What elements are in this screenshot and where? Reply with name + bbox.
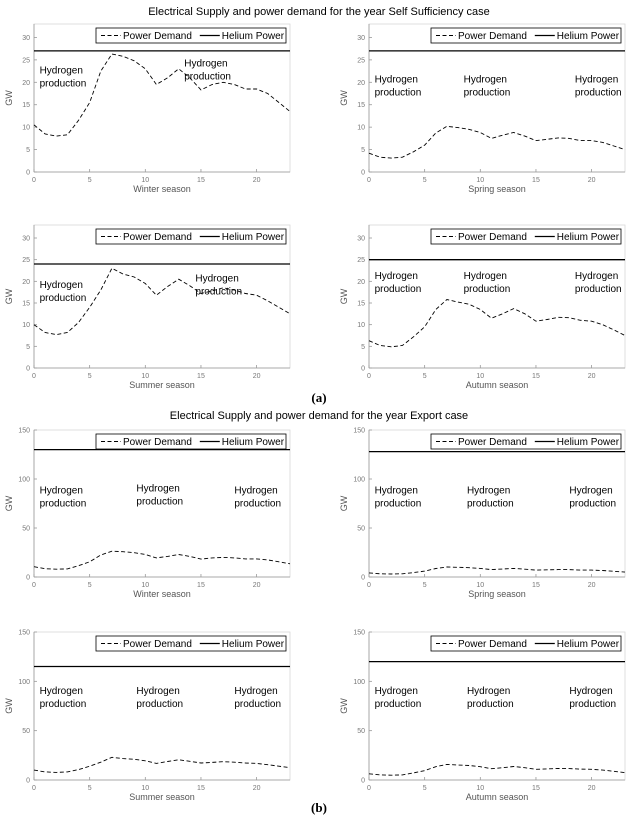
- annotation-line: Hydrogen: [39, 279, 83, 291]
- annotation-line: Hydrogen: [39, 485, 83, 497]
- annotation-hydrogen-production: [569, 486, 616, 510]
- x-tick-label: 10: [476, 373, 485, 380]
- annotation-line: production: [234, 498, 282, 510]
- annotation-hydrogen-production: [575, 271, 622, 295]
- y-tick-label: 0: [361, 365, 365, 373]
- annotation-line: production: [463, 87, 511, 99]
- series-line-power-demand: [369, 300, 625, 347]
- y-tick-label: 100: [353, 476, 365, 484]
- section-b-label: (b): [311, 800, 327, 815]
- x-tick-label: 15: [532, 785, 540, 792]
- legend-label: Helium Power: [221, 639, 285, 650]
- legend-label: Power Demand: [123, 31, 192, 42]
- annotation-hydrogen-production: [234, 486, 281, 510]
- y-tick-label: 10: [357, 322, 365, 330]
- annotation-hydrogen-production: [40, 65, 87, 89]
- x-tick-label: 0: [32, 177, 36, 184]
- annotation-line: Hydrogen: [39, 65, 83, 77]
- annotation-hydrogen-production: [136, 686, 183, 710]
- annotation-line: production: [374, 284, 422, 296]
- legend: [96, 636, 286, 651]
- y-tick-label: 0: [361, 169, 365, 177]
- x-axis-label: Autumn season: [465, 380, 529, 390]
- legend-label: Power Demand: [458, 639, 527, 650]
- annotation-hydrogen-production: [375, 686, 422, 710]
- series-line-power-demand: [34, 757, 290, 772]
- chart-1: [4, 24, 290, 194]
- y-axis-label: GW: [4, 288, 14, 305]
- y-tick-label: 20: [22, 79, 30, 87]
- annotation-hydrogen-production: [575, 74, 622, 98]
- x-tick-label: 10: [141, 785, 150, 792]
- y-axis-label: GW: [339, 288, 349, 305]
- series-line-power-demand: [369, 126, 625, 158]
- y-axis-label: GW: [4, 90, 14, 106]
- annotation-line: Hydrogen: [234, 686, 278, 698]
- y-tick-label: 100: [353, 678, 365, 686]
- annotation-line: production: [463, 284, 511, 296]
- x-axis-label: Spring season: [468, 184, 526, 194]
- x-tick-label: 10: [141, 177, 150, 184]
- annotation-line: production: [466, 699, 514, 711]
- y-axis-label: GW: [339, 495, 349, 512]
- x-tick-label: 10: [476, 582, 485, 589]
- annotation-line: Hydrogen: [466, 686, 511, 698]
- y-tick-label: 10: [22, 124, 30, 132]
- y-tick-label: 100: [18, 678, 30, 686]
- y-tick-label: 50: [357, 728, 365, 736]
- y-tick-label: 30: [22, 235, 30, 243]
- y-axis-label: GW: [339, 90, 349, 106]
- y-tick-label: 15: [22, 102, 30, 110]
- section-a-label: (a): [311, 390, 327, 405]
- section-b-title: Electrical Supply and power demand for the year Export case: [169, 410, 469, 422]
- x-tick-label: 5: [422, 177, 427, 184]
- legend-label: Power Demand: [458, 232, 527, 243]
- legend-label: Helium Power: [556, 31, 620, 42]
- annotation-hydrogen-production: [136, 484, 183, 508]
- x-tick-label: 5: [87, 785, 92, 792]
- annotation-line: production: [569, 498, 617, 510]
- y-tick-label: 10: [22, 322, 30, 330]
- legend-label: Power Demand: [123, 639, 192, 650]
- annotation-hydrogen-production: [464, 271, 511, 295]
- y-tick-label: 25: [357, 57, 365, 65]
- annotation-hydrogen-production: [375, 271, 422, 295]
- annotation-hydrogen-production: [467, 486, 514, 510]
- x-axis-label: Winter season: [133, 589, 191, 599]
- annotation-line: production: [569, 699, 617, 711]
- y-tick-label: 150: [353, 629, 365, 637]
- y-tick-label: 5: [26, 147, 30, 155]
- chart-2: [339, 24, 625, 194]
- x-tick-label: 15: [532, 373, 540, 380]
- annotation-line: Hydrogen: [374, 686, 418, 698]
- legend: [431, 229, 621, 244]
- annotation-line: production: [136, 699, 184, 711]
- y-tick-label: 30: [22, 34, 30, 42]
- annotation-line: production: [574, 284, 622, 296]
- series-line-power-demand: [369, 764, 625, 775]
- x-axis-label: Autumn season: [465, 792, 529, 802]
- chart-7: [4, 630, 290, 803]
- x-tick-label: 20: [587, 373, 596, 380]
- y-tick-label: 10: [357, 124, 365, 132]
- plot-area: [369, 225, 625, 368]
- x-axis-label: Summer season: [129, 380, 195, 390]
- annotation-line: production: [184, 71, 231, 83]
- annotation-line: production: [39, 699, 87, 711]
- annotation-line: production: [574, 87, 622, 99]
- series-line-power-demand: [369, 567, 625, 574]
- legend: [96, 434, 286, 449]
- y-tick-label: 25: [22, 257, 30, 265]
- x-tick-label: 0: [367, 373, 371, 380]
- x-tick-label: 20: [252, 373, 261, 380]
- chart-8: [339, 630, 625, 803]
- legend: [96, 28, 286, 43]
- legend: [96, 229, 286, 244]
- y-tick-label: 30: [357, 34, 365, 42]
- x-tick-label: 20: [587, 785, 596, 792]
- x-tick-label: 5: [87, 582, 92, 589]
- x-tick-label: 10: [141, 582, 150, 589]
- series-line-power-demand: [34, 551, 290, 569]
- annotation-hydrogen-production: [467, 686, 514, 710]
- annotation-line: Hydrogen: [463, 74, 507, 86]
- y-tick-label: 0: [26, 574, 30, 582]
- annotation-line: production: [374, 699, 422, 711]
- y-tick-label: 15: [357, 102, 365, 110]
- x-tick-label: 20: [252, 177, 261, 184]
- y-tick-label: 0: [361, 777, 365, 785]
- annotation-line: Hydrogen: [463, 271, 507, 283]
- annotation-line: Hydrogen: [569, 485, 613, 497]
- y-tick-label: 20: [357, 278, 365, 286]
- y-tick-label: 50: [22, 728, 30, 736]
- x-tick-label: 0: [32, 785, 36, 792]
- legend: [431, 434, 621, 449]
- x-tick-label: 10: [141, 373, 150, 380]
- legend-label: Helium Power: [221, 31, 285, 42]
- annotation-line: Hydrogen: [136, 483, 180, 495]
- legend-label: Helium Power: [221, 232, 285, 243]
- chart-5: [4, 428, 290, 600]
- x-tick-label: 20: [587, 177, 596, 184]
- x-tick-label: 15: [197, 785, 205, 792]
- x-axis-label: Winter season: [133, 184, 191, 194]
- x-tick-label: 5: [87, 373, 92, 380]
- chart-6: [339, 428, 625, 600]
- annotation-line: Hydrogen: [574, 271, 619, 283]
- annotation-hydrogen-production: [40, 280, 87, 304]
- annotation-hydrogen-production: [195, 273, 242, 297]
- y-tick-label: 25: [22, 57, 30, 65]
- x-tick-label: 10: [476, 785, 485, 792]
- annotation-line: Hydrogen: [136, 686, 180, 698]
- annotation-line: Hydrogen: [374, 74, 418, 86]
- y-axis-label: GW: [339, 698, 349, 714]
- x-tick-label: 5: [87, 177, 92, 184]
- y-tick-label: 5: [26, 343, 30, 351]
- legend-label: Power Demand: [458, 437, 527, 448]
- x-tick-label: 15: [197, 177, 205, 184]
- legend-label: Power Demand: [458, 31, 527, 42]
- x-tick-label: 0: [32, 582, 36, 589]
- y-axis-label: GW: [4, 495, 14, 512]
- x-axis-label: Spring season: [468, 589, 526, 599]
- annotation-line: production: [39, 498, 87, 510]
- x-tick-label: 0: [367, 785, 371, 792]
- x-tick-label: 20: [587, 582, 596, 589]
- x-tick-label: 10: [476, 177, 485, 184]
- y-tick-label: 100: [18, 476, 30, 484]
- legend-label: Power Demand: [123, 232, 192, 243]
- y-tick-label: 20: [357, 79, 365, 87]
- y-tick-label: 150: [18, 427, 30, 435]
- y-tick-label: 50: [357, 525, 365, 533]
- annotation-line: Hydrogen: [184, 58, 228, 70]
- annotation-hydrogen-production: [40, 486, 87, 510]
- x-tick-label: 5: [422, 582, 427, 589]
- y-tick-label: 0: [361, 574, 365, 582]
- y-tick-label: 30: [357, 235, 365, 243]
- annotation-hydrogen-production: [375, 486, 422, 510]
- annotation-line: Hydrogen: [195, 273, 239, 285]
- annotation-line: Hydrogen: [374, 485, 418, 497]
- annotation-line: Hydrogen: [234, 485, 278, 497]
- legend: [431, 636, 621, 651]
- legend: [431, 28, 621, 43]
- annotation-line: production: [39, 78, 87, 90]
- x-tick-label: 20: [252, 785, 261, 792]
- annotation-line: Hydrogen: [569, 686, 613, 698]
- y-tick-label: 25: [357, 257, 365, 265]
- section-a-title: Electrical Supply and power demand for the year Self Sufficiency case: [148, 6, 490, 18]
- x-tick-label: 5: [422, 373, 427, 380]
- y-tick-label: 20: [22, 278, 30, 286]
- legend-label: Helium Power: [556, 232, 620, 243]
- x-tick-label: 0: [367, 177, 371, 184]
- annotation-hydrogen-production: [40, 686, 87, 710]
- plot-area: [34, 24, 290, 172]
- annotation-line: Hydrogen: [574, 74, 619, 86]
- annotation-line: Hydrogen: [374, 271, 418, 283]
- legend-label: Helium Power: [556, 437, 620, 448]
- x-tick-label: 15: [197, 373, 205, 380]
- x-tick-label: 15: [532, 582, 540, 589]
- legend-label: Helium Power: [221, 437, 285, 448]
- annotation-hydrogen-production: [569, 686, 616, 710]
- legend-label: Helium Power: [556, 639, 620, 650]
- y-axis-label: GW: [4, 698, 14, 714]
- annotation-hydrogen-production: [184, 59, 231, 83]
- chart-3: [4, 225, 290, 390]
- x-tick-label: 5: [422, 785, 427, 792]
- y-tick-label: 5: [361, 343, 365, 351]
- legend-label: Power Demand: [123, 437, 192, 448]
- x-tick-label: 20: [252, 582, 261, 589]
- annotation-line: production: [39, 292, 87, 304]
- annotation-line: production: [136, 496, 184, 508]
- y-tick-label: 0: [26, 169, 30, 177]
- y-tick-label: 15: [22, 300, 30, 308]
- annotation-hydrogen-production: [375, 74, 422, 98]
- y-tick-label: 150: [353, 427, 365, 435]
- x-axis-label: Summer season: [129, 792, 195, 802]
- annotation-line: production: [374, 498, 422, 510]
- y-tick-label: 150: [18, 629, 30, 637]
- y-tick-label: 5: [361, 147, 365, 155]
- annotation-line: Hydrogen: [39, 686, 83, 698]
- y-tick-label: 15: [357, 300, 365, 308]
- annotation-line: production: [195, 286, 243, 298]
- x-tick-label: 0: [367, 582, 371, 589]
- y-tick-label: 50: [22, 525, 30, 533]
- annotation-line: production: [374, 87, 422, 99]
- y-tick-label: 0: [26, 365, 30, 373]
- x-tick-label: 15: [532, 177, 540, 184]
- annotation-hydrogen-production: [234, 686, 281, 710]
- x-tick-label: 0: [32, 373, 36, 380]
- annotation-line: production: [234, 699, 282, 711]
- y-tick-label: 0: [26, 777, 30, 785]
- annotation-hydrogen-production: [464, 74, 511, 98]
- annotation-line: production: [466, 498, 514, 510]
- annotation-line: Hydrogen: [466, 485, 511, 497]
- chart-4: [339, 225, 625, 390]
- x-tick-label: 15: [197, 582, 205, 589]
